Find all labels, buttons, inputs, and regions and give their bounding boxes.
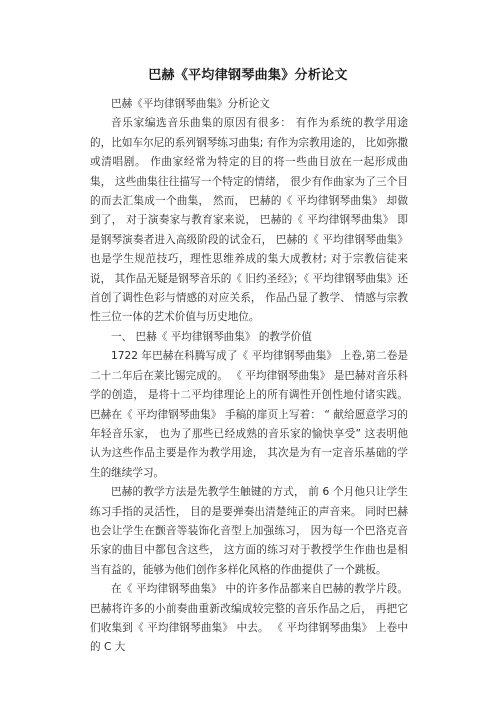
paragraph: 在《 平均律钢琴曲集》 中的许多作品都来自巴赫的教学片段。 巴赫将许多的小前奏曲重新改编成较完整的音乐作品之后， 再把它们收集到《 平均律钢琴曲集》 中去。 《 平均律钢琴曲集》 上卷中的 C 大 (90, 583, 408, 654)
paragraph-subtitle: 巴赫《平均律钢琴曲集》分析论文 (111, 98, 270, 110)
paragraph: 1722 年巴赫在科腾写成了《 平均律钢琴曲集》 上卷,第二卷是二十二年后在莱比锡完成的。 《 平均律钢琴曲集》 是巴赫对音乐科学的创造， 是将十二平均律理论上的所有调性开创性地付诸实践。 巴赫在《 平均律钢琴曲集》 手稿的扉页上写着： “ 献给愿意学习的年轻音乐家， 也为了那些已经成熟的音乐家的愉快享受” 这表明他认为这些作品主要是作为教学用途， 其次是为有一定音乐基础的学生的继续学习。 (90, 350, 408, 479)
document-title: 巴赫《平均律钢琴曲集》分析论文 (148, 68, 348, 83)
paragraph-intro: 音乐家编选音乐曲集的原因有很多： 有作为系统的教学用途的，比如车尔尼的系列钢琴练习曲集; 有作为宗教用途的， 比如弥撒或清唱剧。 作曲家经常为特定的目的将一些曲目放在一起形成曲集， 这些曲集往往描写一个特定的情绪， 很少有作曲家为了三个目的而去汇集成一个曲集， 然而， 巴赫的《 平均律钢琴曲集》 却做到了， 对于演奏家与教育家来说， 巴赫的《 平均律钢琴曲集》 即是钢琴演奏者进入高级阶段的试金石， 巴赫的《 平均律钢琴曲集》 也是学生规范技巧，理性思维养成的集大成教材; 对于宗教信徒来说， 其作品无疑是钢琴音乐的《 旧约圣经》；《 平均律钢琴曲集》还首创了调性色彩与情感的对应关系， 作品凸显了教学、 情感与宗教性三位一体的艺术价值与历史地位。 (90, 117, 408, 324)
paragraph: 巴赫的教学方法是先教学生触键的方式， 前 6 个月他只让学生练习手指的灵活性， 目的是要弹奏出清楚纯正的声音来。 同时巴赫也会让学生在颤音等装饰化音型上加强练习， 因为每一个巴洛克音乐家的曲目中都包含这些， 这方面的练习对于教授学生作曲也是相当有益的，能够为他们创作多样化风格的作曲提供了一个跳板。 (90, 486, 408, 576)
document-body (90, 95, 408, 658)
section-heading: 一、 巴赫《 平均律钢琴曲集》 的教学价值 (111, 330, 312, 343)
